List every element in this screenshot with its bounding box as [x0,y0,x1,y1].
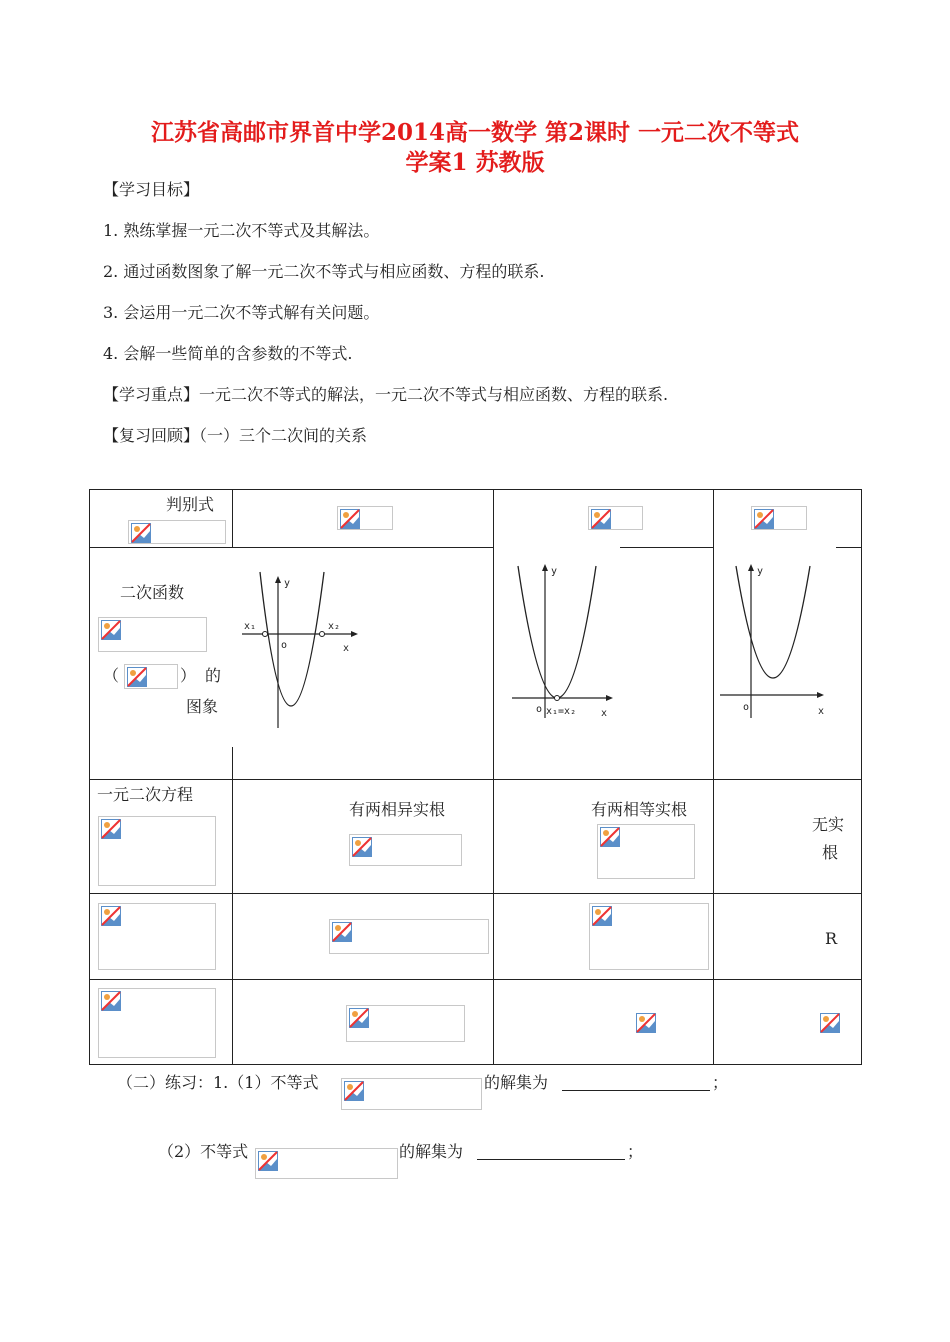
quadratic-function-formula-image [98,617,207,652]
focus-paragraph: 【学习重点】一元二次不等式的解法，一元二次不等式与相应函数、方程的联系. [103,385,669,404]
graph3-y-label: y [757,566,764,577]
graph3-x-label: x [818,706,825,717]
broken-image-icon [344,1081,364,1101]
exercise-2-answer-blank[interactable] [477,1158,625,1160]
broken-image-icon [591,509,611,529]
broken-image-icon [101,819,121,839]
broken-image-icon [592,906,612,926]
broken-image-icon [340,509,360,529]
exercise-1-inequality-image [341,1078,482,1110]
paren-close: ） [180,666,197,685]
exercise-2-end: ； [627,1142,644,1161]
two-equal-roots-label: 有两相等实根 [591,800,688,819]
leading-coefficient-image [124,664,178,689]
paren-open: （ [103,666,120,685]
graph3-origin-label: o [743,702,750,713]
delta-zero-image [588,506,643,530]
exercise-1-end: ； [712,1073,729,1092]
broken-image-icon [820,1013,840,1033]
inequality-gt-formula-image [98,903,216,970]
broken-image-icon [101,620,121,640]
exercise-1-answer-blank[interactable] [562,1089,710,1091]
inequality-lt-solution-1-image [346,1005,465,1042]
exercise-2-inequality-image [255,1148,398,1179]
broken-image-icon [349,1008,369,1028]
graph1-x-label: x [343,643,350,654]
broken-image-icon [600,827,620,847]
doc-title-line1: 江苏省高邮市界首中学2014高一数学 第2课时 一元二次不等式 [150,119,800,146]
graph2-root-label: x₁=x₂ [546,706,577,717]
doc-title-line2: 学案1 苏教版 [405,149,545,176]
two-equal-roots-image [597,824,695,879]
de-text: 的 [205,666,222,685]
all-reals-label: R [825,929,838,948]
graph1-y-label: y [284,578,291,589]
no-real-roots-label-1: 无实 [812,815,845,834]
two-distinct-roots-image [349,834,462,866]
broken-image-icon [101,991,121,1011]
broken-image-icon [332,922,352,942]
exercise-2-prefix: （2）不等式 [158,1142,249,1161]
objective-item-4: 4. 会解一些简单的含参数的不等式. [103,344,353,363]
graph1-root1-label: x₁ [244,621,257,632]
graph1-origin-label: o [281,640,288,651]
inequality-lt-solution-3-image [818,1011,842,1035]
broken-image-icon [636,1013,656,1033]
graph2-x-label: x [601,708,608,719]
inequality-lt-solution-2-image [634,1011,658,1035]
discriminant-label: 判别式 [166,495,215,514]
two-distinct-roots-label: 有两相异实根 [349,800,446,819]
review-heading: 【复习回顾】（一）三个二次间的关系 [103,426,368,445]
delta-positive-image [337,506,393,530]
objective-item-3: 3. 会运用一元二次不等式解有关问题。 [103,303,380,322]
graph2-origin-label: o [536,704,543,715]
broken-image-icon [101,906,121,926]
graph1-root2-label: x₂ [328,621,341,632]
objective-item-1: 1. 熟练掌握一元二次不等式及其解法。 [103,221,380,240]
broken-image-icon [127,667,147,687]
quadratic-function-label: 二次函数 [120,583,185,602]
exercise-1-mid: 的解集为 [484,1073,549,1092]
graph-two-roots [240,570,365,730]
inequality-gt-solution-2-image [589,903,709,970]
graph2-y-label: y [551,566,558,577]
graph-double-root [510,560,615,720]
discriminant-formula-image [128,520,226,544]
broken-image-icon [131,523,151,543]
quadratic-equation-label: 一元二次方程 [97,785,194,804]
delta-negative-image [751,506,807,530]
objective-item-2: 2. 通过函数图象了解一元二次不等式与相应函数、方程的联系. [103,262,545,281]
inequality-gt-solution-1-image [329,919,489,954]
objectives-heading: 【学习目标】 [103,180,200,199]
broken-image-icon [258,1151,278,1171]
graph-label: 图象 [186,697,219,716]
exercise-2-mid: 的解集为 [399,1142,464,1161]
quadratic-equation-formula-image [98,816,216,886]
exercise-1-prefix: （二）练习：1.（1）不等式 [117,1073,319,1092]
broken-image-icon [754,509,774,529]
broken-image-icon [352,837,372,857]
no-real-roots-label-2: 根 [822,843,839,862]
inequality-lt-formula-image [98,988,216,1058]
graph-no-root [718,560,828,720]
